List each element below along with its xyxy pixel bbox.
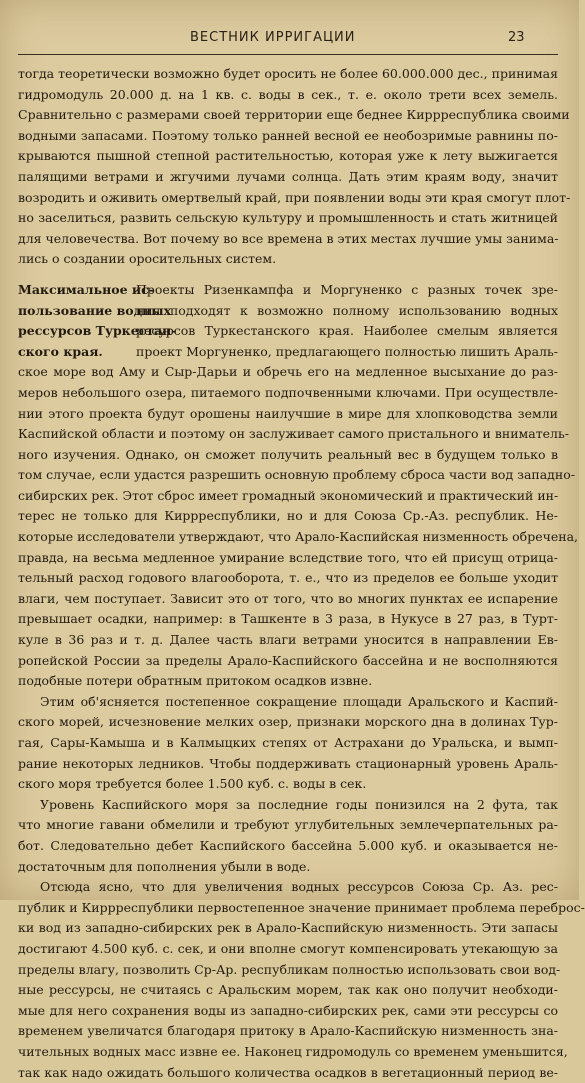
text-line: палящими ветрами и жгучими лучами солнца. Дать этим краям воду, значит [18,167,558,188]
text-line: ного изучения. Однако, он сможет получить реальный вес в будущем только в [18,445,558,466]
text-line: ресурсов Туркестанского края. Наиболее смелым является [136,321,558,342]
text-line: которые исследователи утверждают, что Арало-Каспийская низменность обречена, [18,527,558,548]
text-line: но заселиться, развить сельскую культуру и промышленность и стать житницей [18,208,558,229]
paragraph-4 [18,795,558,877]
text-line: Уровень Каспийского моря за последние годы понизился на 2 фута, так [18,795,558,816]
text-line: публик и Киррреспублики первостепенное значение принимает проблема переброс- [18,898,558,919]
side-heading-line: пользование водных [18,301,136,322]
text-line: ского моря требуется более 1.500 куб. с. воды в сек. [18,774,558,795]
text-line: что многие гавани обмелили и требуют углубительных землечерпательных ра- [18,815,558,836]
section-maximal-use [18,280,558,692]
text-line: влаги, чем поступает. Зависит это от того, что во многих пунктах ее испарение [18,589,558,610]
text-line: Каспийской области и поэтому он заслуживает самого пристального и вниматель- [18,424,558,445]
text-line: Этим об'ясняется постепенное сокращение площади Аральского и Каспий- [18,692,558,713]
text-line: Проекты Ризенкампфа и Моргуненко с разных точек зре- [136,280,558,301]
text-line: бот. Следовательно дебет Каспийского бассейна 5.000 куб. и оказывается не- [18,836,558,857]
text-line: ния подходят к возможно полному использованию водных [136,301,558,322]
text-line: меров небольшого озера, питаемого подпочвенными ключами. При осуществле- [18,383,558,404]
text-line: достаточным для пополнения убыли в воде. [18,857,558,878]
text-line: подобные потери обратным притоком осадков извне. [18,671,558,692]
text-line: лись о создании оросительных систем. [18,249,558,270]
paragraph-3 [18,692,558,795]
paragraph-gap [18,270,558,280]
text-line: гая, Сары-Камыша и в Калмыцких степях от Астрахани до Уральска, и вымп- [18,733,558,754]
text-line: тельный расход годового влагооборота, т. е., что из пределов ее больше уходит [18,568,558,589]
text-line: возродить и оживить омертвелый край, при появлении воды эти края смогут плот- [18,188,558,209]
text-line: Сравнительно с размерами своей территории еще беднее Киррреспублика своими [18,105,558,126]
text-line: правда, на весьма медленное умирание вследствие того, что ей присущ отрица- [18,548,558,569]
text-line: куле в 36 раз и т. д. Далее часть влаги ветрами уносится в направлении Ев- [18,630,558,651]
side-row [18,321,558,342]
header-rule [18,54,558,55]
text-line: водными запасами. Поэтому только ранней весной ее необозримые равнины по- [18,126,558,147]
paragraph-1 [18,64,558,270]
text-line: рание некоторых ледников. Чтобы поддерживать стационарный уровень Араль- [18,754,558,775]
text-line: так как надо ожидать большого количества осадков в вегетационный период ве- [18,1063,558,1083]
text-line: сибирских рек. Этот сброс имеет громадный экономический и практический ин- [18,486,558,507]
text-line: чительных водных масс извне ее. Наконец гидромодуль со временем уменьшится, [18,1042,558,1063]
text-line: ропейской России за пределы Арало-Каспийского бассейна и не восполняются [18,651,558,672]
text-line: временем увеличатся благодаря притоку в Арало-Каспийскую низменность зна- [18,1021,558,1042]
text-line: терес не только для Киррреспублики, но и для Союза Ср.-Аз. республик. Не- [18,506,558,527]
article-body [18,64,558,1083]
side-heading-line: ского края. [18,342,136,363]
text-line: ское море вод Аму и Сыр-Дарьи и обречь его на медленное высыхание до раз- [18,362,558,383]
text-line: проект Моргуненко, предлагающего полностью лишить Араль- [136,342,558,363]
side-heading-line: рессурсов Туркестан- [18,321,136,342]
text-line: для человечества. Вот почему во все времена в этих местах лучшие умы занима- [18,229,558,250]
text-line: гидромодуль 20.000 д. на 1 кв. с. воды в сек., т. е. около трети всех земель. [18,85,558,106]
text-line: превышает осадки, например: в Ташкенте в 3 раза, в Нукусе в 27 раз, в Турт- [18,609,558,630]
text-line: ные рессурсы, не считаясь с Аральским морем, так как оно получит необходи- [18,980,558,1001]
side-heading-line: Максимальное ис- [18,280,136,301]
text-line: достигают 4.500 куб. с. сек, и они вполне смогут компенсировать утекающую за [18,939,558,960]
side-row [18,301,558,322]
text-line: том случае, если удастся разрешить основную проблему сброса части вод западно- [18,465,558,486]
text-line: ского морей, исчезновение мелких озер, признаки морского дна в долинах Тур- [18,712,558,733]
journal-title: ВЕСТНИК ИРРИГАЦИИ [190,30,356,45]
page-number: 23 [508,30,525,45]
paragraph-5 [18,877,558,1083]
text-line: крываются пышной степной растительностью, которая уже к лету выжигается [18,146,558,167]
text-line: тогда теоретически возможно будет оросить не более 60.000.000 дес., принимая [18,64,558,85]
side-row [18,280,558,301]
page-header [0,30,579,54]
text-line: ки вод из западно-сибирских рек в Арало-Каспийскую низменность. Эти запасы [18,918,558,939]
text-line: мые для него сохранения воды из западно-сибирских рек, сами эти рессурсы со [18,1001,558,1022]
text-line: нии этого проекта будут орошены наилучшие в мире для хлопководства земли [18,404,558,425]
side-row [18,342,558,363]
text-line: Отсюда ясно, что для увеличения водных рессурсов Союза Ср. Аз. рес- [18,877,558,898]
text-line: пределы влагу, позволить Ср-Ар. республикам полностью использовать свои вод- [18,960,558,981]
